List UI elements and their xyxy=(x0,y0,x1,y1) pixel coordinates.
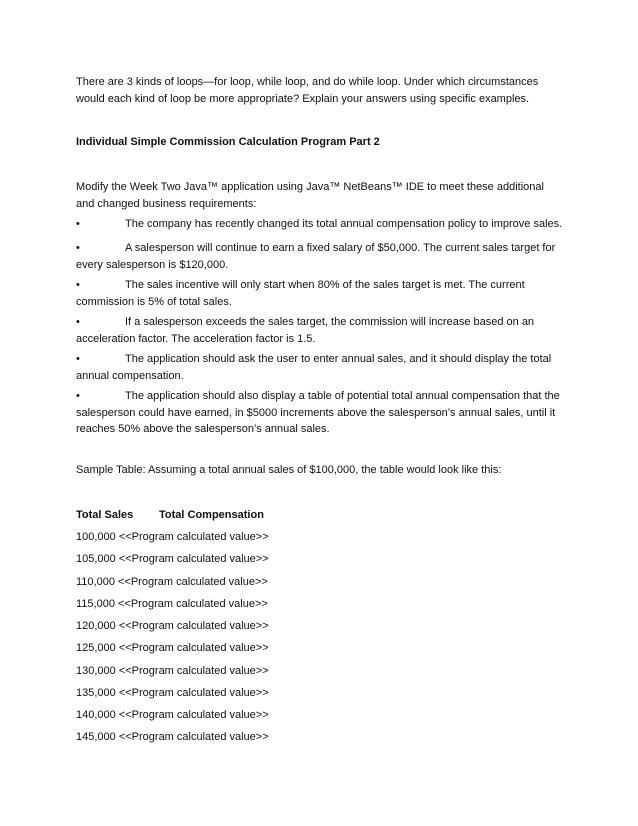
question-paragraph: There are 3 kinds of loops—for loop, while loop, and do while loop. Under which circumstances would each kind of loop be more appropriate? Explain your answers using specific examples. xyxy=(76,76,539,105)
table-row: 105,000 <<Program calculated value>> xyxy=(76,553,269,565)
bullet-icon: • xyxy=(76,353,80,365)
bullet-item xyxy=(76,351,564,384)
bullet-icon: • xyxy=(76,242,80,254)
bullet-item xyxy=(76,388,564,438)
bullet-text: The company has recently changed its total annual compensation policy to improve sales. xyxy=(125,218,563,230)
bullet-icon: • xyxy=(76,316,80,328)
bullet-text: The application should ask the user to enter annual sales, and it should display the total annual compensation. xyxy=(76,353,552,382)
bullet-icon: • xyxy=(76,218,80,230)
bullet-item xyxy=(76,277,564,310)
bullet-item xyxy=(76,314,564,347)
bullet-item xyxy=(76,216,564,233)
bullet-text: The sales incentive will only start when 80% of the sales target is met. The current commission is 5% of total sales. xyxy=(76,279,525,308)
table-row: 115,000 <<Program calculated value>> xyxy=(76,598,268,610)
bullet-icon: • xyxy=(76,390,80,402)
column-header-total-sales: Total Sales xyxy=(76,509,134,521)
table-row: 145,000 <<Program calculated value>> xyxy=(76,731,269,743)
bullet-text: A salesperson will continue to earn a fixed salary of $50,000. The current sales target for every salesperson is $120,000. xyxy=(76,242,556,271)
intro-paragraph: Modify the Week Two Java™ application using Java™ NetBeans™ IDE to meet these additional and changed business requirements: xyxy=(76,181,544,210)
table-row: 135,000 <<Program calculated value>> xyxy=(76,687,269,699)
table-header xyxy=(76,507,476,524)
table-row: 100,000 <<Program calculated value>> xyxy=(76,531,269,543)
sample-table-intro: Sample Table: Assuming a total annual sales of $100,000, the table would look like this: xyxy=(76,464,502,476)
table-row: 125,000 <<Program calculated value>> xyxy=(76,642,269,654)
bullet-text: The application should also display a table of potential total annual compensation that the salesperson could have earned, in $5000 increments above the salesperson’s annual sales, until it reaches 50% above the salesperson’s annual sales. xyxy=(76,390,560,435)
bullet-icon: • xyxy=(76,279,80,291)
table-row: 110,000 <<Program calculated value>> xyxy=(76,576,268,588)
table-row: 140,000 <<Program calculated value>> xyxy=(76,709,269,721)
section-heading: Individual Simple Commission Calculation Program Part 2 xyxy=(76,136,380,148)
table-row: 130,000 <<Program calculated value>> xyxy=(76,665,269,677)
column-header-total-compensation: Total Compensation xyxy=(159,509,264,521)
bullet-item xyxy=(76,240,564,273)
table-row: 120,000 <<Program calculated value>> xyxy=(76,620,269,632)
bullet-text: If a salesperson exceeds the sales target, the commission will increase based on an acceleration factor. The acceleration factor is 1.5. xyxy=(76,316,535,345)
